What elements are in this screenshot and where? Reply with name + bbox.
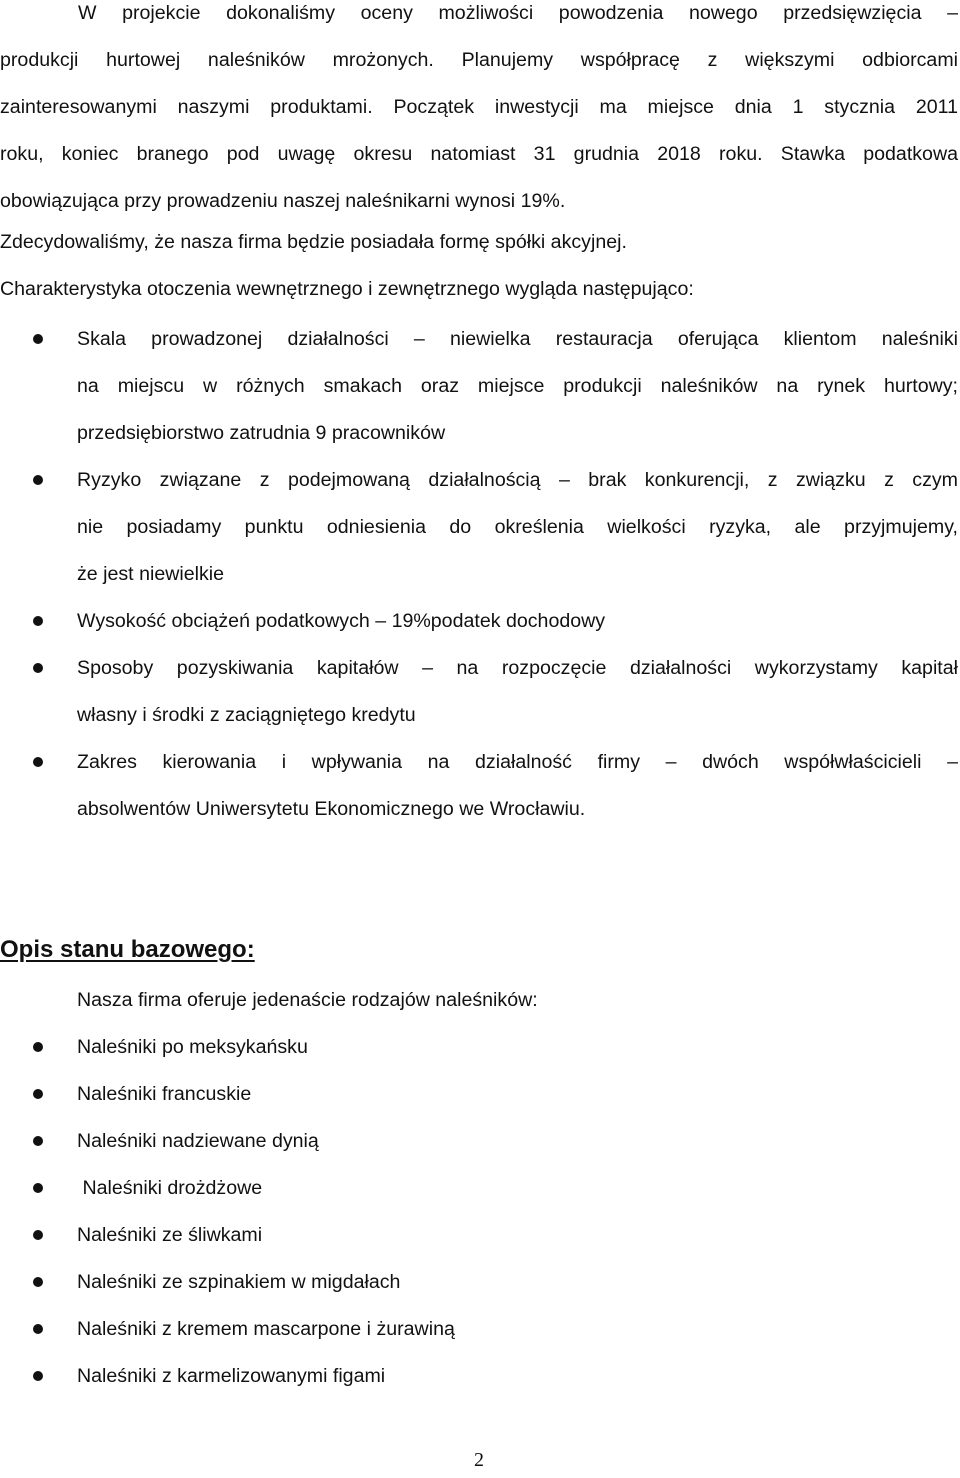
bullet-icon bbox=[33, 1324, 43, 1334]
list-item-line: Skala prowadzonej działalności – niewielka restauracja oferująca klientom naleśniki bbox=[77, 328, 958, 350]
list-item bbox=[0, 1024, 958, 1071]
bullet-icon bbox=[33, 616, 43, 626]
list-item-line: nie posiadamy punktu odniesienia do określenia wielkości ryzyka, ale przyjmujemy, bbox=[77, 516, 958, 538]
list-item bbox=[0, 645, 958, 739]
list-item-line: Ryzyko związane z podejmowaną działalnością – brak konkurencji, z związku z czym bbox=[77, 469, 958, 491]
bullet-icon bbox=[33, 334, 43, 344]
bullet-icon bbox=[33, 1183, 43, 1193]
bullet-icon bbox=[33, 1277, 43, 1287]
bullet-icon bbox=[33, 1230, 43, 1240]
list-item-line: Wysokość obciążeń podatkowych – 19%podatek dochodowy bbox=[77, 610, 606, 632]
list-item-label: Naleśniki ze szpinakiem w migdałach bbox=[77, 1271, 401, 1293]
list-item-line: że jest niewielkie bbox=[77, 563, 225, 585]
list-item bbox=[0, 1353, 958, 1400]
list-item bbox=[0, 598, 958, 645]
list-item bbox=[0, 1165, 958, 1212]
baseline-intro: Nasza firma oferuje jedenaście rodzajów naleśników: bbox=[77, 989, 538, 1011]
company-form-text: Zdecydowaliśmy, że nasza firma będzie posiadała formę spółki akcyjnej. bbox=[0, 231, 627, 253]
list-item-label: Naleśniki z kremem mascarpone i żurawiną bbox=[77, 1318, 455, 1340]
list-item-label: Naleśniki z karmelizowanymi figami bbox=[77, 1365, 386, 1387]
characteristics-list bbox=[0, 316, 958, 833]
list-item-line: przedsiębiorstwo zatrudnia 9 pracowników bbox=[77, 422, 446, 444]
list-item bbox=[0, 1212, 958, 1259]
intro-line: zainteresowanymi naszymi produktami. Początek inwestycji ma miejsce dnia 1 stycznia 2011 bbox=[0, 96, 958, 118]
bullet-icon bbox=[33, 475, 43, 485]
list-item bbox=[0, 739, 958, 833]
intro-line: W projekcie dokonaliśmy oceny możliwości powodzenia nowego przedsięwzięcia – bbox=[78, 2, 958, 24]
bullet-icon bbox=[33, 757, 43, 767]
section-heading: Opis stanu bazowego: bbox=[0, 936, 255, 963]
list-item-line: Sposoby pozyskiwania kapitałów – na rozpoczęcie działalności wykorzystamy kapitał bbox=[77, 657, 958, 679]
list-item-label: Naleśniki po meksykańsku bbox=[77, 1036, 308, 1058]
list-item bbox=[0, 1259, 958, 1306]
list-item bbox=[0, 1306, 958, 1353]
bullet-icon bbox=[33, 1042, 43, 1052]
list-item-line: absolwentów Uniwersytetu Ekonomicznego we Wrocławiu. bbox=[77, 798, 586, 820]
list-item-label: Naleśniki francuskie bbox=[77, 1083, 252, 1105]
page-number: 2 bbox=[474, 1449, 484, 1471]
bullet-icon bbox=[33, 663, 43, 673]
intro-line: obowiązująca przy prowadzeniu naszej naleśnikarni wynosi 19%. bbox=[0, 190, 566, 212]
list-item bbox=[0, 457, 958, 598]
characteristics-intro: Charakterystyka otoczenia wewnętrznego i zewnętrznego wygląda następująco: bbox=[0, 278, 694, 300]
bullet-icon bbox=[33, 1136, 43, 1146]
list-item bbox=[0, 316, 958, 457]
intro-line: produkcji hurtowej naleśników mrożonych. Planujemy współpracę z większymi odbiorcami bbox=[0, 49, 958, 71]
bullet-icon bbox=[33, 1089, 43, 1099]
list-item-label: Naleśniki nadziewane dynią bbox=[77, 1130, 319, 1152]
list-item-line: własny i środki z zaciągniętego kredytu bbox=[77, 704, 416, 726]
list-item bbox=[0, 1071, 958, 1118]
intro-line: roku, koniec branego pod uwagę okresu natomiast 31 grudnia 2018 roku. Stawka podatkowa bbox=[0, 143, 958, 165]
list-item-label: Naleśniki ze śliwkami bbox=[77, 1224, 263, 1246]
list-item-line: Zakres kierowania i wpływania na działalność firmy – dwóch współwłaścicieli – bbox=[77, 751, 958, 773]
list-item bbox=[0, 1118, 958, 1165]
list-item-line: na miejscu w różnych smakach oraz miejsce produkcji naleśników na rynek hurtowy; bbox=[77, 375, 958, 397]
list-item-label: Naleśniki drożdżowe bbox=[77, 1177, 263, 1199]
bullet-icon bbox=[33, 1371, 43, 1381]
pancake-list bbox=[0, 1024, 958, 1400]
intro-paragraph bbox=[0, 0, 958, 225]
